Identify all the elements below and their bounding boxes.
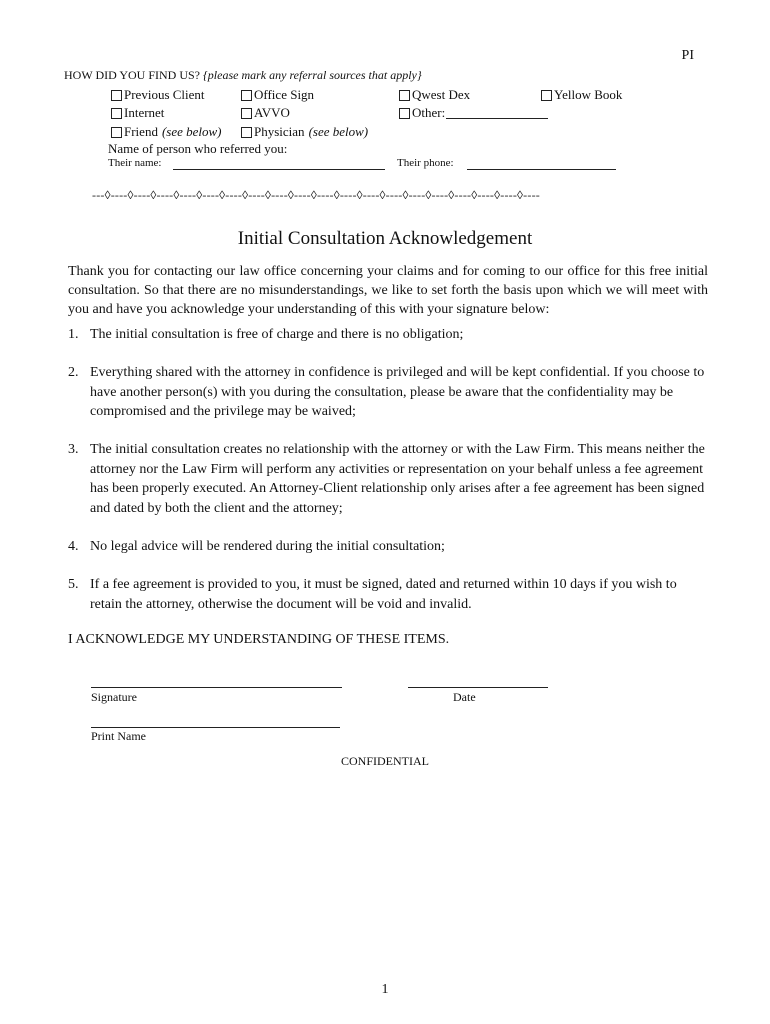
checkbox-note: (see below) <box>308 124 369 139</box>
list-item <box>68 363 708 422</box>
checkbox-square-icon[interactable] <box>399 108 410 119</box>
item-text: If a fee agreement is provided to you, it must be signed, dated and returned within 10 days if you wish to retain the attorney, otherwise the document will be void and invalid. <box>90 577 677 612</box>
checkbox-label: Office Sign <box>254 87 315 102</box>
referral-hint: {please mark any referral sources that apply} <box>203 68 422 82</box>
checkbox-office-sign[interactable] <box>241 87 314 103</box>
their-name-label: Their name: <box>108 157 162 169</box>
checkbox-square-icon[interactable] <box>111 90 122 101</box>
referrer-prompt: Name of person who referred you: <box>108 141 288 156</box>
item-text: The initial consultation is free of charge and there is no obligation; <box>90 327 464 342</box>
checkbox-note: (see below) <box>161 124 222 139</box>
list-item <box>68 575 708 614</box>
document-code: PI <box>681 48 694 63</box>
referral-question-line <box>64 68 422 83</box>
item-number: 4. <box>68 539 79 554</box>
checkbox-label: Internet <box>124 105 165 120</box>
checkbox-label: Yellow Book <box>554 87 623 102</box>
checkbox-label: Qwest Dex <box>412 87 471 102</box>
checkbox-label: Friend <box>124 124 158 139</box>
their-name-input-line[interactable] <box>173 169 385 170</box>
print-name-line[interactable] <box>91 727 340 728</box>
item-text: The initial consultation creates no relationship with the attorney or with the Law Firm. This means neither the attorney nor the Law Firm will perform any activities or representation on your behalf unless a fee agreement has been properly executed. An Attorney-Client relationship only arises after a fee agreement has been signed and dated by both the client and the attorney; <box>90 442 705 516</box>
signature-line[interactable] <box>91 687 342 688</box>
date-label: Date <box>453 690 476 704</box>
checkbox-square-icon[interactable] <box>111 127 122 138</box>
checkbox-square-icon[interactable] <box>241 90 252 101</box>
their-phone-input-line[interactable] <box>467 169 616 170</box>
checkbox-friend[interactable] <box>111 124 222 140</box>
checkbox-previous-client[interactable] <box>111 87 205 103</box>
checkbox-square-icon[interactable] <box>399 90 410 101</box>
checkbox-physician[interactable] <box>241 124 368 140</box>
other-input-line[interactable] <box>446 118 548 119</box>
checkbox-qwest-dex[interactable] <box>399 87 470 103</box>
checkbox-square-icon[interactable] <box>241 108 252 119</box>
checkbox-other[interactable] <box>399 105 445 121</box>
checkbox-label: AVVO <box>254 105 290 120</box>
list-item <box>68 440 708 518</box>
checkbox-internet[interactable] <box>111 105 164 121</box>
page-number: 1 <box>381 982 389 997</box>
item-number: 2. <box>68 365 79 380</box>
referral-question: HOW DID YOU FIND US? <box>64 68 200 82</box>
diamond-divider: ---◊----◊----◊----◊----◊----◊----◊----◊----◊----◊----◊----◊----◊----◊----◊----◊----◊----◊----◊---- <box>92 188 540 202</box>
checkbox-label: Physician <box>254 124 305 139</box>
checkbox-yellow-book[interactable] <box>541 87 622 103</box>
item-number: 3. <box>68 442 79 457</box>
checkbox-label: Previous Client <box>124 87 205 102</box>
print-name-label: Print Name <box>91 729 146 743</box>
list-item <box>68 325 708 345</box>
confidential-footer: CONFIDENTIAL <box>341 754 429 768</box>
checkbox-avvo[interactable] <box>241 105 290 121</box>
acknowledge-statement: I ACKNOWLEDGE MY UNDERSTANDING OF THESE ITEMS. <box>68 632 450 647</box>
intro-paragraph: Thank you for contacting our law office concerning your claims and for coming to our office for this free initial consultation. So that there are no misunderstandings, we like to set forth the basis upon which we will meet with you and have you acknowledge your understanding of this with your signature below: <box>68 264 708 317</box>
checkbox-square-icon[interactable] <box>111 108 122 119</box>
item-number: 1. <box>68 327 79 342</box>
signature-label: Signature <box>91 690 137 704</box>
item-number: 5. <box>68 577 79 592</box>
checkbox-square-icon[interactable] <box>541 90 552 101</box>
page-title: Initial Consultation Acknowledgement <box>237 228 533 249</box>
list-item <box>68 537 708 557</box>
their-phone-label: Their phone: <box>397 157 454 169</box>
date-line[interactable] <box>408 687 548 688</box>
checkbox-label: Other: <box>412 105 446 120</box>
item-text: No legal advice will be rendered during the initial consultation; <box>90 539 445 554</box>
item-text: Everything shared with the attorney in confidence is privileged and will be kept confidential. If you choose to have another person(s) with you during the consultation, please be aware that the confidentiality may be compromised and the privilege may be waived; <box>90 365 705 419</box>
checkbox-square-icon[interactable] <box>241 127 252 138</box>
